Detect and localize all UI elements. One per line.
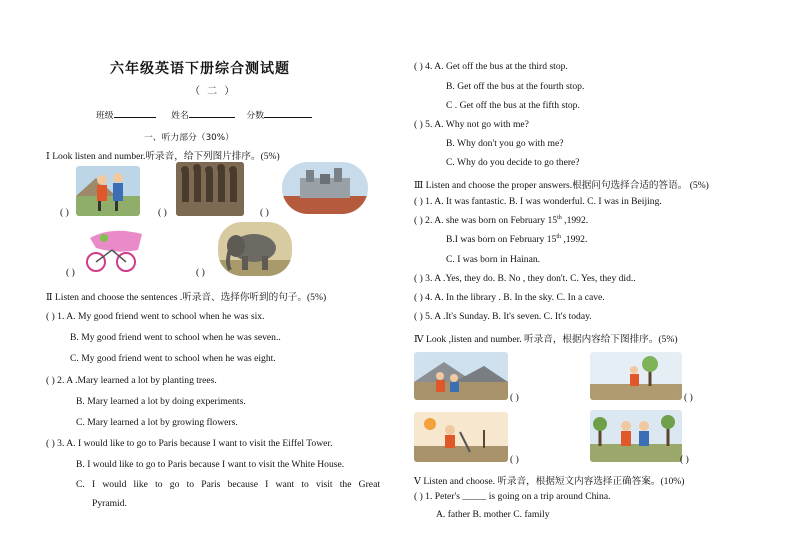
answer-paren[interactable]: ( ) (60, 207, 69, 218)
class-label: 班级 (96, 111, 114, 121)
answer-paren[interactable]: ( ) (680, 454, 689, 465)
option-line: C. Why do you decide to go there? (446, 157, 580, 168)
part5-heading: Ⅴ Listen and choose. 听录音，根据短文内容选择正确答案。(10%) (414, 476, 685, 487)
elephant-illustration (218, 222, 292, 276)
superscript: th (556, 234, 561, 240)
elephant-picture (218, 222, 292, 276)
digging-illustration (414, 412, 508, 462)
question-line: ( ) 2. A .Mary learned a lot by planting trees. (46, 375, 217, 386)
option-line: C. My good friend went to school when he was eight. (70, 353, 276, 364)
part3-heading: Ⅲ Listen and choose the proper answers.根据问句选择合适的答语。 (5%) (414, 180, 709, 191)
option-line: B. I would like to go to Paris because I want to visit the White House. (76, 459, 345, 470)
text-segment: ,1992. (561, 215, 589, 227)
option-line: B. Get off the bus at the fourth stop. (446, 81, 585, 92)
tree-planting-picture (414, 352, 508, 400)
name-blank[interactable] (189, 117, 235, 118)
answer-paren[interactable]: ( ) (684, 392, 693, 403)
part1-heading: Ⅰ Look listen and number.听录音，给下列图片排序。(5%) (46, 151, 280, 162)
score-label: 分数 (246, 111, 265, 121)
tree-watering-illustration (590, 352, 682, 400)
witch-bicycle-illustration (82, 224, 148, 274)
answer-paren[interactable]: ( ) (260, 207, 269, 218)
question-line: ( ) 5. A. Why not go with me? (414, 119, 529, 130)
question-line: ( ) 1. A. My good friend went to school when he was six. (46, 311, 265, 322)
option-line: B. Why don't you go with me? (446, 138, 564, 149)
answer-paren[interactable]: ( ) (510, 392, 519, 403)
question-line: ( ) 4. A. Get off the bus at the third stop. (414, 61, 568, 72)
name-label: 姓名 (171, 111, 189, 121)
student-info-row (96, 108, 312, 121)
question-line: ( ) 5. A .It's Sunday. B. It's seven. C. It's today. (414, 311, 592, 322)
option-line (446, 234, 587, 245)
text-segment: B.I was born on February 15 (446, 234, 557, 246)
option-line: C. I would like to go to Paris because I want to visit the Great (76, 479, 380, 490)
kids-walking-illustration (76, 166, 140, 216)
option-line: A. father B. mother C. family (436, 509, 550, 520)
option-line-continued: Pyramid. (92, 498, 127, 509)
page-subtitle: （ 二 ） (190, 86, 237, 97)
kids-walking-picture (76, 166, 140, 216)
option-line: B. My good friend went to school when he was seven.. (70, 332, 281, 343)
question-line: ( ) 1. A. It was fantastic. B. I was wonderful. C. I was in Beijing. (414, 196, 662, 207)
terracotta-warriors-illustration (176, 162, 244, 216)
witch-bicycle-picture (82, 224, 148, 274)
answer-paren[interactable]: ( ) (510, 454, 519, 465)
question-line: ( ) 1. Peter's _____ is going on a trip around China. (414, 491, 611, 502)
page-title: 六年级英语下册综合测试题 (110, 61, 290, 77)
answer-paren[interactable]: ( ) (158, 207, 167, 218)
question-line: ( ) 4. A. In the library . B. In the sky. C. In a cave. (414, 292, 605, 303)
castle-picture (282, 162, 368, 214)
question-line (414, 215, 588, 226)
question-line: ( ) 3. A. I would like to go to Paris because I want to visit the Eiffel Tower. (46, 438, 333, 449)
kids-with-trees-picture (590, 410, 682, 462)
answer-paren[interactable]: ( ) (196, 267, 205, 278)
text-segment: ( ) 2. A. she was born on February 15 (414, 215, 558, 227)
part2-heading: Ⅱ Listen and choose the sentences .听录音、选择你听到的句子。(5%) (46, 292, 327, 303)
answer-paren[interactable]: ( ) (66, 267, 75, 278)
tree-watering-picture (590, 352, 682, 400)
option-line: C. Mary learned a lot by growing flowers. (76, 417, 238, 428)
castle-illustration (282, 162, 368, 214)
option-line: C. I was born in Hainan. (446, 254, 541, 265)
terracotta-warriors-picture (176, 162, 244, 216)
part4-heading: Ⅳ Look ,listen and number. 听录音，根据内容给下图排序。(5%) (414, 334, 678, 345)
tree-planting-illustration (414, 352, 508, 400)
kids-with-trees-illustration (590, 410, 682, 462)
option-line: B. Mary learned a lot by doing experiments. (76, 396, 246, 407)
option-line: C . Get off the bus at the fifth stop. (446, 100, 580, 111)
superscript: th (557, 215, 562, 221)
class-blank[interactable] (114, 117, 156, 118)
question-line: ( ) 3. A .Yes, they do. B. No , they don't. C. Yes, they did.. (414, 273, 636, 284)
digging-picture (414, 412, 508, 462)
listening-heading: 一、听力部分（30%） (144, 133, 234, 143)
score-blank[interactable] (264, 117, 312, 118)
text-segment: ,1992. (560, 234, 588, 246)
